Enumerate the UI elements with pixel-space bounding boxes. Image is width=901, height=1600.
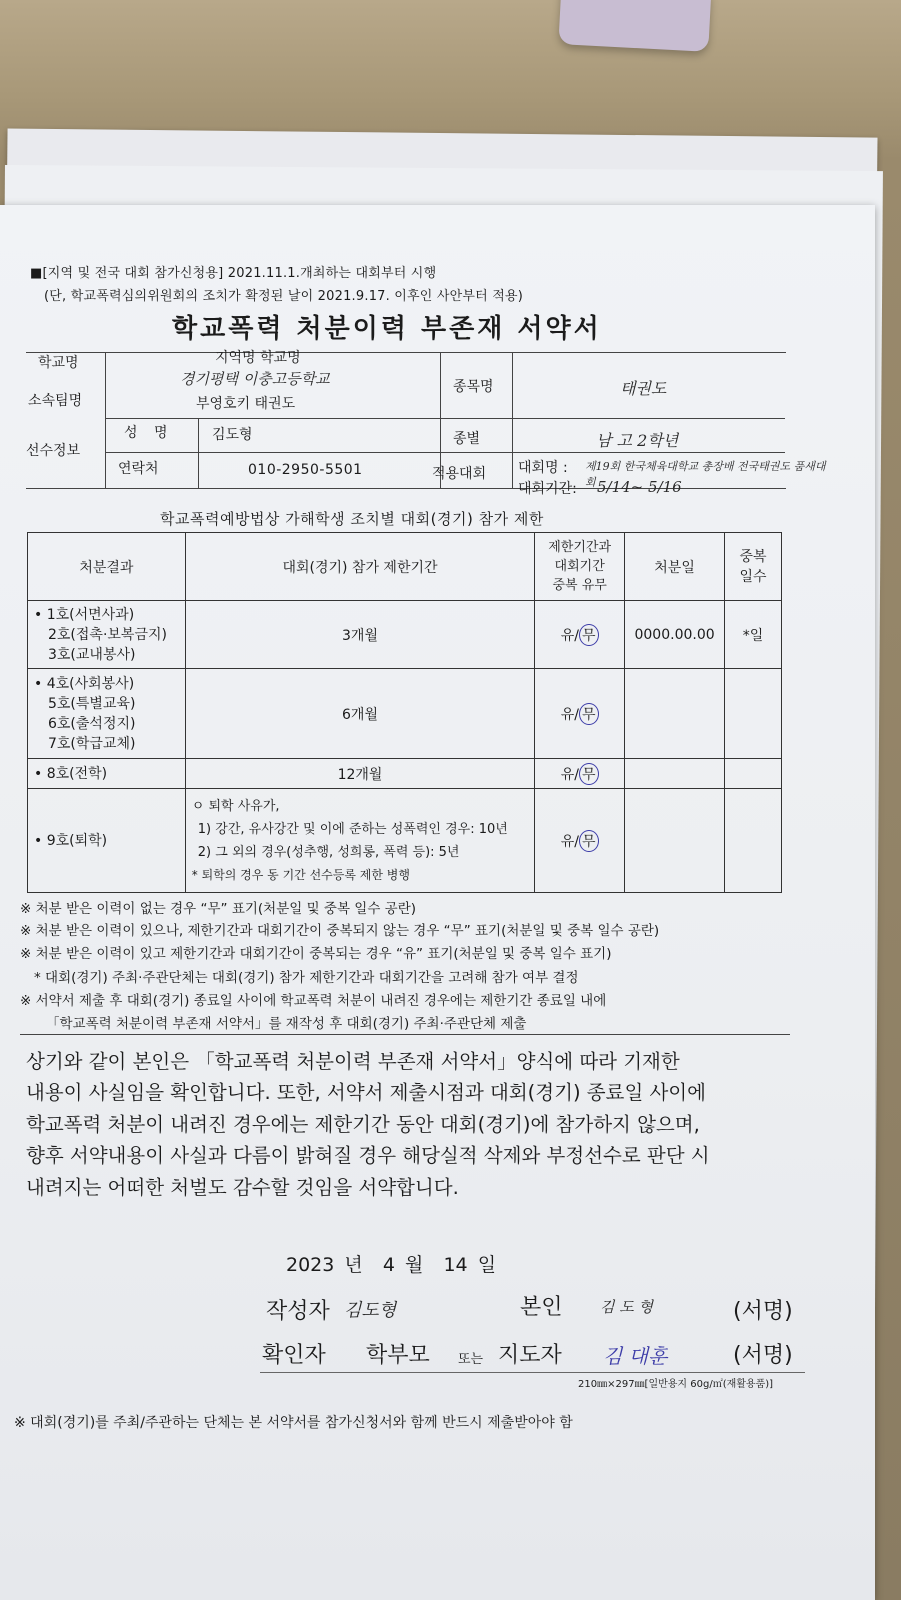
divider xyxy=(20,1034,790,1035)
row-result xyxy=(28,601,186,669)
writer-label: 작성자 xyxy=(266,1299,330,1324)
row-date xyxy=(625,789,725,893)
row-date: 0000.00.00 xyxy=(625,601,725,669)
header-date: 처분일 xyxy=(625,533,725,601)
row-result: • 9호(퇴학) xyxy=(28,789,186,893)
school-label: 학교명 xyxy=(38,355,79,371)
sport-label: 종목명 xyxy=(453,379,494,395)
row-period: 12개월 xyxy=(185,759,534,789)
coach-sign-label: (서명) xyxy=(733,1343,793,1368)
divider xyxy=(105,452,785,453)
period-line: * 퇴학의 경우 동 기간 선수등록 제한 병행 xyxy=(191,867,410,882)
school-hint: 지역명 학교명 xyxy=(215,350,301,366)
footnote: ※ 처분 받은 이력이 있고 제한기간과 대회기간이 중복되는 경우 “유” 표기(처분일 및 중복 일수 표기) xyxy=(20,946,612,962)
date-month-unit: 월 xyxy=(405,1254,424,1276)
divider xyxy=(105,352,106,488)
header-overlap xyxy=(535,533,625,601)
contact-label: 연락처 xyxy=(118,461,159,477)
row-days: *일 xyxy=(725,601,782,669)
row-overlap xyxy=(535,789,625,893)
pledge-line: 학교폭력 처분이 내려진 경우에는 제한기간 동안 대회(경기)에 참가하지 않으며, xyxy=(26,1113,700,1136)
row-days xyxy=(725,789,782,893)
header-overlap-line: 제한기간과 xyxy=(548,540,612,555)
row-period xyxy=(185,789,534,893)
date-month: 4 xyxy=(382,1254,395,1276)
restriction-table xyxy=(27,532,782,893)
date-day-unit: 일 xyxy=(477,1254,497,1276)
overlap-circled: 무 xyxy=(579,624,599,646)
self-value: 김 도 형 xyxy=(600,1298,654,1316)
divider xyxy=(26,352,786,353)
result-line: 5호(특별교육) xyxy=(48,695,136,712)
writer-value: 김도형 xyxy=(344,1300,397,1321)
pledge-line: 내려지는 어떠한 처벌도 감수할 것임을 서약합니다. xyxy=(26,1176,459,1199)
row-overlap xyxy=(535,601,625,669)
result-line: • 4호(사회봉사) xyxy=(34,675,135,692)
result-line: 7호(학급교체) xyxy=(48,735,136,752)
divider xyxy=(198,418,199,488)
category-label: 종별 xyxy=(453,431,481,447)
row-overlap xyxy=(535,669,625,759)
divider xyxy=(105,418,785,419)
contact-value: 010-2950-5501 xyxy=(248,462,363,478)
event-name-value: 제19회 한국체육대학교 총장배 전국태권도 품새대회 xyxy=(585,460,826,489)
row-days xyxy=(725,759,782,789)
sport-value: 태권도 xyxy=(620,379,667,398)
overlap-text: 유/ xyxy=(560,833,580,850)
divider xyxy=(260,1372,805,1373)
header-days-line: 일수 xyxy=(739,568,767,585)
header-days xyxy=(725,533,782,601)
confirm-label: 확인자 xyxy=(262,1343,326,1368)
overlap-circled: 무 xyxy=(579,703,599,725)
document-date xyxy=(286,1250,496,1277)
team-label: 소속팀명 xyxy=(28,393,83,409)
table-row xyxy=(28,789,782,893)
row-date xyxy=(625,759,725,789)
header-overlap-line: 대회기간 xyxy=(554,559,605,574)
overlap-text: 유/ xyxy=(560,627,580,644)
or-label: 또는 xyxy=(458,1352,484,1367)
date-year: 2023 xyxy=(286,1254,335,1276)
date-day: 14 xyxy=(443,1254,468,1276)
result-line: • 1호(서면사과) xyxy=(34,606,135,623)
row-result xyxy=(28,669,186,759)
footnote: * 대회(경기) 주최·주관단체는 대회(경기) 참가 제한기간과 대회기간을 고려해 참가 여부 결정 xyxy=(34,970,579,986)
overlap-circled: 무 xyxy=(579,763,599,785)
result-line: 3호(교내봉사) xyxy=(48,646,136,663)
header-overlap-line: 중복 유무 xyxy=(552,578,607,593)
coach-label: 지도자 xyxy=(498,1343,562,1368)
table-title: 학교폭력예방법상 가해학생 조치별 대회(경기) 참가 제한 xyxy=(160,510,544,528)
overlap-text: 유/ xyxy=(560,766,580,783)
coach-value: 김 대훈 xyxy=(603,1344,668,1368)
header-days-line: 중복 xyxy=(739,548,767,565)
table-row xyxy=(28,669,782,759)
pledge-line: 내용이 사실임을 확인합니다. 또한, 서약서 제출시점과 대회(경기) 종료일 사이에 xyxy=(26,1081,706,1104)
category-value: 남 고 2학년 xyxy=(596,431,679,450)
row-period: 6개월 xyxy=(185,669,534,759)
divider xyxy=(512,352,513,488)
row-result: • 8호(전학) xyxy=(28,759,186,789)
footnote: ※ 처분 받은 이력이 없는 경우 “무” 표기(처분일 및 중복 일수 공란) xyxy=(20,901,417,917)
footnote: ※ 서약서 제출 후 대회(경기) 종료일 사이에 학교폭력 처분이 내려진 경우에는 제한기간 종료일 내에 xyxy=(20,993,607,1009)
row-days xyxy=(725,669,782,759)
notice-line-2: (단, 학교폭력심의위원회의 조치가 확정된 날이 2021.9.17. 이후인 사안부터 적용) xyxy=(44,289,524,304)
row-period: 3개월 xyxy=(185,601,534,669)
team-value: 부영호키 태권도 xyxy=(196,396,296,412)
paper-spec: 210㎜×297㎜[일반용지 60g/㎡(재활용품)] xyxy=(578,1379,774,1390)
result-line: 6호(출석정지) xyxy=(48,715,136,732)
school-value: 경기평택 이충고등학교 xyxy=(180,370,330,388)
player-info-label: 선수정보 xyxy=(26,443,81,459)
footnote: ※ 처분 받은 이력이 있으나, 제한기간과 대회기간이 중복되지 않는 경우 “무” 표기(처분일 및 중복 일수 공란) xyxy=(20,923,660,939)
table-header-row xyxy=(28,533,782,601)
parent-label: 학부모 xyxy=(366,1343,430,1368)
overlap-circled: 무 xyxy=(579,830,599,852)
table-row xyxy=(28,759,782,789)
result-line: 2호(접촉·보복금지) xyxy=(48,626,167,643)
header-period: 대회(경기) 참가 제한기간 xyxy=(185,533,534,601)
bottom-note: ※ 대회(경기)를 주최/주관하는 단체는 본 서약서를 참가신청서와 함께 반드시 제출받아야 함 xyxy=(14,1415,573,1431)
period-line: 2) 그 외의 경우(성추행, 성희롱, 폭력 등): 5년 xyxy=(197,844,460,860)
self-sign-label: (서명) xyxy=(733,1299,793,1324)
date-year-unit: 년 xyxy=(344,1254,363,1276)
event-name-label: 대회명 : xyxy=(518,460,568,476)
pledge-line: 향후 서약내용이 사실과 다름이 밝혀질 경우 해당실적 삭제와 부정선수로 판단 시 xyxy=(26,1144,710,1167)
header-result: 처분결과 xyxy=(28,533,186,601)
row-date xyxy=(625,669,725,759)
event-period-value: 5/14~ 5/16 xyxy=(597,478,682,496)
footnote: 「학교폭력 처분이력 부존재 서약서」를 재작성 후 대회(경기) 주최·주관단체 제출 xyxy=(46,1016,527,1032)
eraser-object xyxy=(558,0,711,52)
period-line: 1) 강간, 유사강간 및 이에 준하는 성폭력인 경우: 10년 xyxy=(197,821,508,837)
pledge-line: 상기와 같이 본인은 「학교폭력 처분이력 부존재 서약서」양식에 따라 기재한 xyxy=(26,1050,680,1073)
table-row xyxy=(28,601,782,669)
self-label: 본인 xyxy=(520,1295,563,1320)
name-label: 성 명 xyxy=(124,425,174,441)
event-label: 적용대회 xyxy=(432,466,487,482)
document-title: 학교폭력 처분이력 부존재 서약서 xyxy=(172,314,602,344)
row-overlap xyxy=(535,759,625,789)
name-value: 김도형 xyxy=(212,427,253,443)
notice-line-1: ■[지역 및 전국 대회 참가신청용] 2021.11.1.개최하는 대회부터 시행 xyxy=(30,266,437,281)
event-period-label: 대회기간: xyxy=(518,481,577,497)
period-line: ㅇ 퇴학 사유가, xyxy=(191,798,280,814)
overlap-text: 유/ xyxy=(560,706,580,723)
